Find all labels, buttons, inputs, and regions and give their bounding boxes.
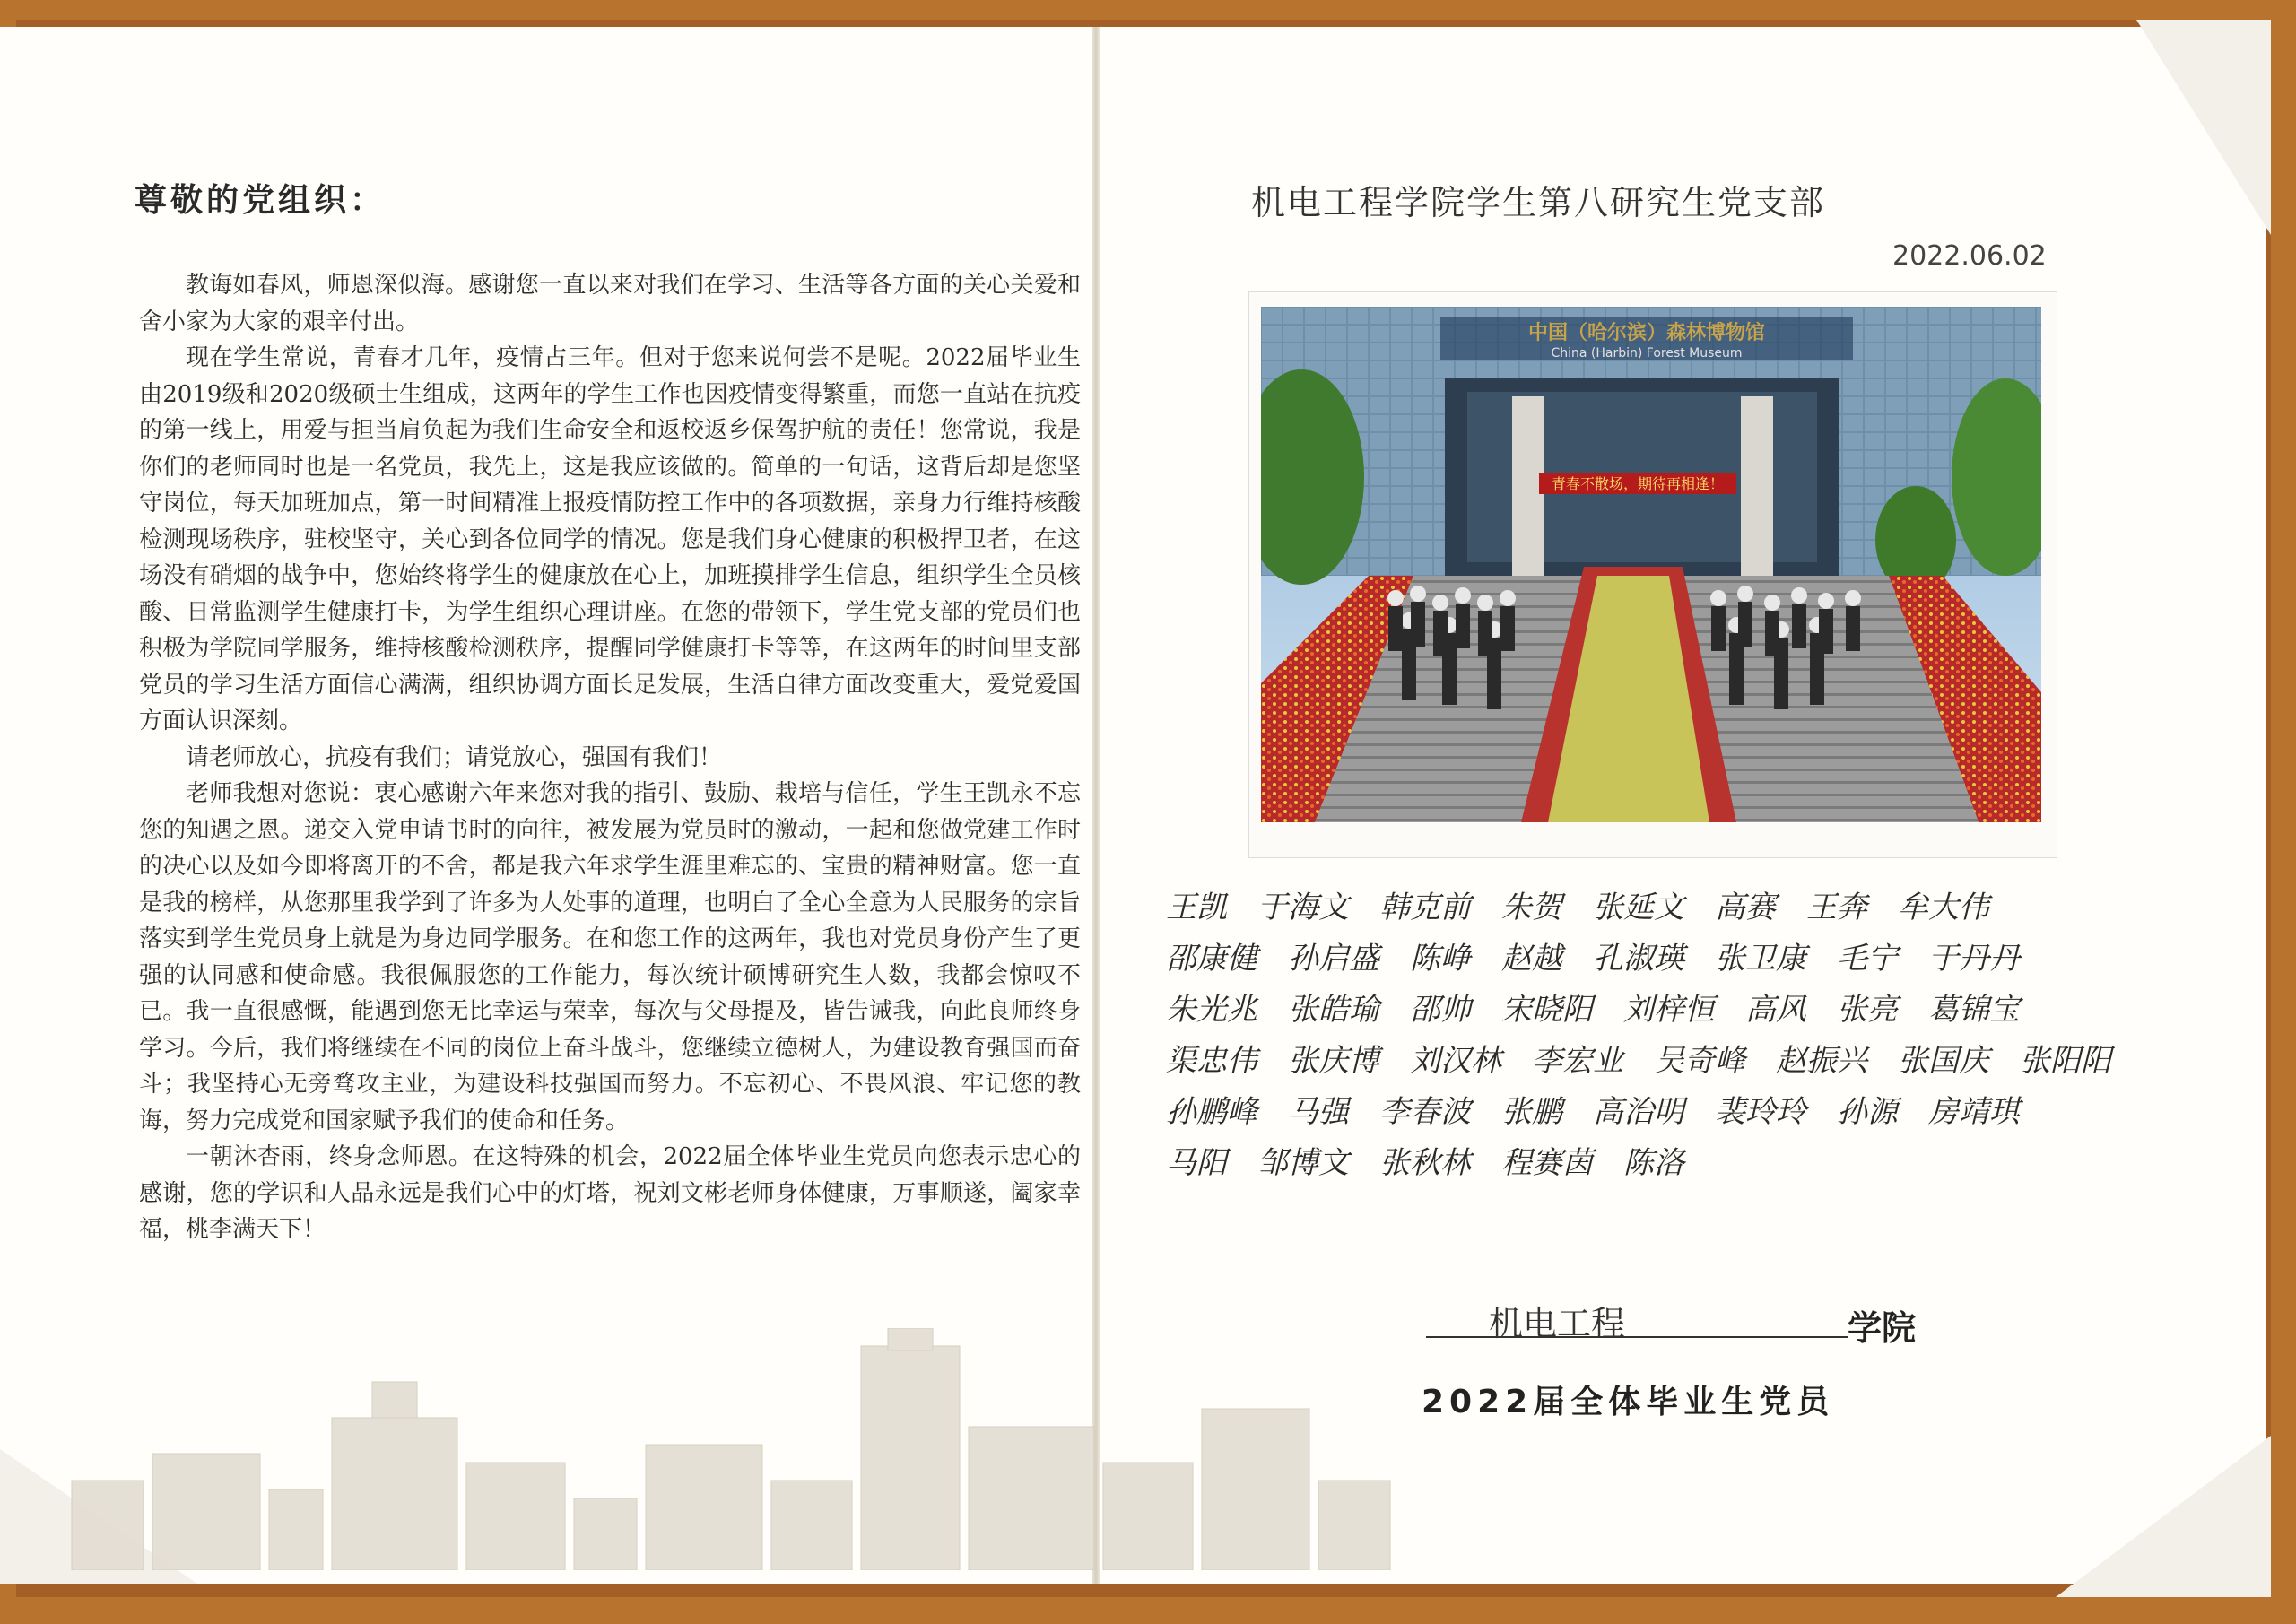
signers-line: 2022届全体毕业生党员	[1422, 1384, 1835, 1420]
signature-row	[1166, 1032, 2197, 1083]
signature-name: 渠忠伟	[1166, 1043, 1257, 1079]
signature-name: 张秋林	[1379, 1145, 1471, 1181]
signature-name: 张国庆	[1898, 1043, 1989, 1079]
signature-name: 赵越	[1501, 941, 1562, 977]
signature-name: 李春波	[1379, 1094, 1471, 1130]
letter-paragraph: 一朝沐杏雨，终身念师恩。在这特殊的机会，2022届全体毕业生党员向您表示忠心的感谢，您的学识和人品永远是我们心中的灯塔，祝刘文彬老师身体健康，万事顺遂，阖家幸福，桃李满天下！	[139, 1143, 1081, 1243]
letter-paragraph: 教诲如春风，师恩深似海。感谢您一直以来对我们在学习、生活等各方面的关心关爱和舍小家为大家的艰辛付出。	[139, 272, 1081, 335]
signature-name: 张卫康	[1715, 941, 1806, 977]
signature-name: 高治明	[1593, 1094, 1684, 1130]
signature-name: 陈峥	[1410, 941, 1471, 977]
signature-name: 高风	[1745, 992, 1806, 1028]
signature-name: 张皓瑜	[1288, 992, 1379, 1028]
signature-name: 刘汉林	[1410, 1043, 1501, 1079]
signature-name: 马阳	[1166, 1145, 1227, 1181]
signature-name: 宋晓阳	[1501, 992, 1593, 1028]
signature-row	[1166, 1134, 2197, 1185]
signature-name: 牟大伟	[1898, 890, 1989, 925]
signature-row	[1166, 879, 2197, 930]
photo-corner-top-right	[2136, 20, 2271, 235]
signature-name: 孙启盛	[1288, 941, 1379, 977]
museum-sign: 中国（哈尔滨）森林博物馆	[1527, 321, 1766, 344]
signature-name: 邵康健	[1166, 941, 1257, 977]
signature-name: 高赛	[1715, 890, 1776, 925]
city-skyline-watermark	[54, 1328, 1399, 1570]
signature-name: 马强	[1288, 1094, 1349, 1130]
signature-row	[1166, 1083, 2197, 1134]
photo-banner: 青春不散场，期待再相逢！	[1551, 475, 1725, 492]
signature-name: 陈洛	[1623, 1145, 1684, 1181]
letter-paragraph: 请老师放心，抗疫有我们；请党放心，强国有我们！	[186, 743, 723, 771]
signature-name: 毛宁	[1837, 941, 1898, 977]
letter-salutation: 尊敬的党组织：	[135, 182, 387, 219]
signature-name: 张亮	[1837, 992, 1898, 1028]
college-suffix: 学院	[1848, 1308, 1917, 1348]
photo-corner-bottom-right	[2056, 1436, 2271, 1597]
signature-name: 王凯	[1166, 890, 1227, 925]
signature-name: 李宏业	[1532, 1043, 1623, 1079]
letter-paragraph: 现在学生常说，青春才几年，疫情占三年。但对于您来说何尝不是呢。2022届毕业生由2019级和2020级硕士生组成，这两年的学生工作也因疫情变得繁重，而您一直站在抗疫的第一线上，用爱与担当肩负起为我们生命安全和返校返乡保驾护航的责任！您常说，我是你们的老师同时也是一名党员，我先上，这是我应该做的。简单的一句话，这背后却是您坚守岗位，每天加班加点，第一时间精准上报疫情防控工作中的各项数据，亲身力行维持核酸检测现场秩序，驻校坚守，关心到各位同学的情况。您是我们身心健康的积极捍卫者，在这场没有硝烟的战争中，您始终将学生的健康放在心上，加班摸排学生信息，组织学生全员核酸、日常监测学生健康打卡，为学生组织心理讲座。在您的带领下，学生党支部的党员们也积极为学院同学服务，维持核酸检测秩序，提醒同学健康打卡等等，在这两年的时间里支部党员的学习生活方面信心满满，组织协调方面长足发展，生活自律方面改变重大，爱党爱国方面认识深刻。	[139, 344, 1081, 734]
signature-name: 韩克前	[1379, 890, 1471, 925]
group-photo	[1261, 307, 2041, 822]
signature-name: 葛锦宝	[1928, 992, 2020, 1028]
signature-name: 王奔	[1806, 890, 1867, 925]
signature-name: 吴奇峰	[1654, 1043, 1745, 1079]
letter-body	[139, 267, 1081, 1248]
signature-name: 裴玲玲	[1715, 1094, 1806, 1130]
signature-row	[1166, 981, 2197, 1032]
signature-name: 孔淑瑛	[1593, 941, 1684, 977]
college-name: 机电工程	[1489, 1304, 1626, 1343]
signature-name: 邵帅	[1410, 992, 1471, 1028]
signature-name: 于丹丹	[1928, 941, 2020, 977]
party-branch-title: 机电工程学院学生第八研究生党支部	[1251, 183, 1826, 222]
signature-name: 朱光兆	[1166, 992, 1257, 1028]
signature-name: 于海文	[1257, 890, 1349, 925]
signature-row	[1166, 930, 2197, 981]
signature-name: 赵振兴	[1776, 1043, 1867, 1079]
signature-name: 程赛茵	[1501, 1145, 1593, 1181]
signature-name: 孙源	[1837, 1094, 1898, 1130]
signature-name: 张延文	[1593, 890, 1684, 925]
signature-name: 房靖琪	[1928, 1094, 2020, 1130]
signature-name: 孙鹏峰	[1166, 1094, 1257, 1130]
signature-name: 刘梓恒	[1623, 992, 1715, 1028]
signature-name: 张阳阳	[2020, 1043, 2111, 1079]
museum-sign-english: China (Harbin) Forest Museum	[1551, 346, 1743, 360]
letter-paragraph: 老师我想对您说：衷心感谢六年来您对我的指引、鼓励、栽培与信任，学生王凯永不忘您的知遇之恩。递交入党申请书时的向往，被发展为党员时的激动，一起和您做党建工作时的决心以及如今即将离开的不舍，都是我六年求学生涯里难忘的、宝贵的精神财富。您一直是我的榜样，从您那里我学到了许多为人处事的道理，也明白了全心全意为人民服务的宗旨落实到学生党员身上就是为身边同学服务。在和您工作的这两年，我也对党员身份产生了更强的认同感和使命感。我很佩服您的工作能力，每次统计硕博研究生人数，我都会惊叹不已。我一直很感慨，能遇到您无比幸运与荣幸，每次与父母提及，皆告诫我，向此良师终身学习。今后，我们将继续在不同的岗位上奋斗战斗，您继续立德树人，为建设教育强国而奋斗；我坚持心无旁骛攻主业，为建设科技强国而努力。不忘初心、不畏风浪、牢记您的教诲，努力完成党和国家赋予我们的使命和任务。	[139, 780, 1081, 1134]
signature-name: 朱贺	[1501, 890, 1562, 925]
letter-date: 2022.06.02	[1892, 240, 2047, 272]
signature-name: 邹博文	[1257, 1145, 1349, 1181]
signature-name: 张鹏	[1501, 1094, 1562, 1130]
signature-list	[1166, 879, 2197, 1185]
signature-name: 张庆博	[1288, 1043, 1379, 1079]
